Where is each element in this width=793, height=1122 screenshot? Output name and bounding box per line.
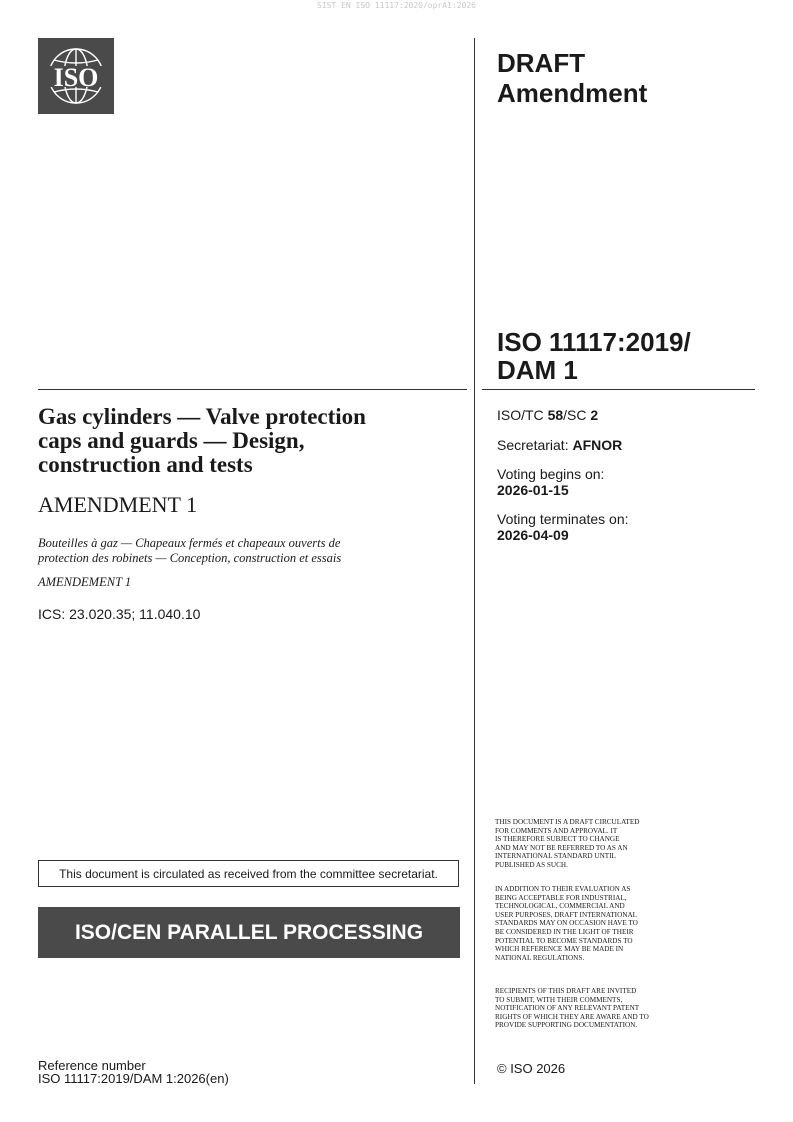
disclaimer-line: TECHNOLOGICAL, COMMERCIAL AND xyxy=(495,902,625,911)
disclaimer-line: IN ADDITION TO THEIR EVALUATION AS xyxy=(495,885,631,893)
disclaimer-line: RECIPIENTS OF THIS DRAFT ARE INVITED xyxy=(495,987,637,995)
tc-number: 58 xyxy=(547,407,564,423)
draft-label-line1: DRAFT xyxy=(497,48,586,78)
voting-begins-date: 2026-01-15 xyxy=(497,482,569,498)
voting-terminates xyxy=(497,511,629,543)
voting-begins xyxy=(497,466,604,498)
disclaimer-line: IS THEREFORE SUBJECT TO CHANGE xyxy=(495,835,620,844)
vertical-divider xyxy=(474,38,475,1084)
reference-number-label: Reference number xyxy=(38,1058,146,1073)
sc-number: 2 xyxy=(590,407,599,423)
amendment-french: AMENDEMENT 1 xyxy=(38,575,132,589)
secretariat-value: AFNOR xyxy=(572,437,623,453)
voting-begins-label: Voting begins on: xyxy=(497,466,605,482)
reference-number xyxy=(38,1059,229,1085)
disclaimer-line: WHICH REFERENCE MAY BE MADE IN xyxy=(495,945,624,954)
disclaimer-line: POTENTIAL TO BECOME STANDARDS TO xyxy=(495,936,633,945)
disclaimer-line: RIGHTS OF WHICH THEY ARE AWARE AND TO xyxy=(495,1012,649,1021)
disclaimer-line: USER PURPOSES, DRAFT INTERNATIONAL xyxy=(495,910,638,919)
title-french-line2: protection des robinets — Conception, construction et essais xyxy=(38,551,342,565)
watermark-text: SIST EN ISO 11117:2020/oprA1:2026 xyxy=(317,1,476,10)
reference-number-value: ISO 11117:2019/DAM 1:2026(en) xyxy=(38,1071,229,1086)
committee-reference xyxy=(497,407,598,423)
disclaimer-line: NATIONAL REGULATIONS. xyxy=(495,953,585,962)
disclaimer-line: FOR COMMENTS AND APPROVAL. IT xyxy=(495,826,618,835)
parallel-processing-banner: ISO/CEN PARALLEL PROCESSING xyxy=(38,907,460,958)
disclaimer-line: NOTIFICATION OF ANY RELEVANT PATENT xyxy=(495,1004,640,1013)
secretariat xyxy=(497,437,622,453)
document-number xyxy=(497,328,691,384)
disclaimer-line: TO SUBMIT, WITH THEIR COMMENTS, xyxy=(495,995,623,1004)
circulation-notice: This document is circulated as received from the committee secretariat. xyxy=(38,860,459,887)
disclaimer-line: BEING ACCEPTABLE FOR INDUSTRIAL, xyxy=(495,893,627,902)
disclaimer-paragraph-1 xyxy=(495,818,710,870)
title-english-line2: caps and guards — Design, xyxy=(38,428,305,453)
committee-prefix: ISO/TC xyxy=(497,407,548,423)
title-english xyxy=(38,405,458,477)
disclaimer-line: PROVIDE SUPPORTING DOCUMENTATION. xyxy=(495,1021,638,1030)
title-english-line3: construction and tests xyxy=(38,452,253,477)
copyright-notice: © ISO 2026 xyxy=(497,1061,566,1076)
disclaimer-paragraph-2 xyxy=(495,885,710,962)
title-french-line1: Bouteilles à gaz — Chapeaux fermés et chapeaux ouverts de xyxy=(38,536,341,550)
disclaimer-line: BE CONSIDERED IN THE LIGHT OF THEIR xyxy=(495,927,634,936)
title-french xyxy=(38,536,458,566)
draft-label xyxy=(497,48,647,108)
disclaimer-line: THIS DOCUMENT IS A DRAFT CIRCULATED xyxy=(495,818,640,826)
document-number-line2: DAM 1 xyxy=(497,355,578,385)
disclaimer-line: INTERNATIONAL STANDARD UNTIL xyxy=(495,852,616,861)
amendment-english: AMENDMENT 1 xyxy=(38,492,198,517)
sc-prefix: /SC xyxy=(563,407,591,423)
iso-logo-text: ISO xyxy=(53,63,99,92)
disclaimer-line: PUBLISHED AS SUCH. xyxy=(495,860,568,869)
voting-terminates-label: Voting terminates on: xyxy=(497,511,629,527)
iso-logo xyxy=(38,38,114,114)
horizontal-divider-right xyxy=(482,389,755,390)
ics-codes: ICS: 23.020.35; 11.040.10 xyxy=(38,606,201,622)
iso-globe-icon xyxy=(38,38,114,114)
title-english-line1: Gas cylinders — Valve protection xyxy=(38,404,366,429)
voting-terminates-date: 2026-04-09 xyxy=(497,527,569,543)
secretariat-label: Secretariat: xyxy=(497,437,573,453)
horizontal-divider-left xyxy=(38,389,467,390)
document-number-line1: ISO 11117:2019/ xyxy=(497,327,691,357)
draft-label-line2: Amendment xyxy=(497,78,648,108)
disclaimer-paragraph-3 xyxy=(495,987,710,1030)
disclaimer-line: STANDARDS MAY ON OCCASION HAVE TO xyxy=(495,919,638,928)
disclaimer-line: AND MAY NOT BE REFERRED TO AS AN xyxy=(495,843,628,852)
